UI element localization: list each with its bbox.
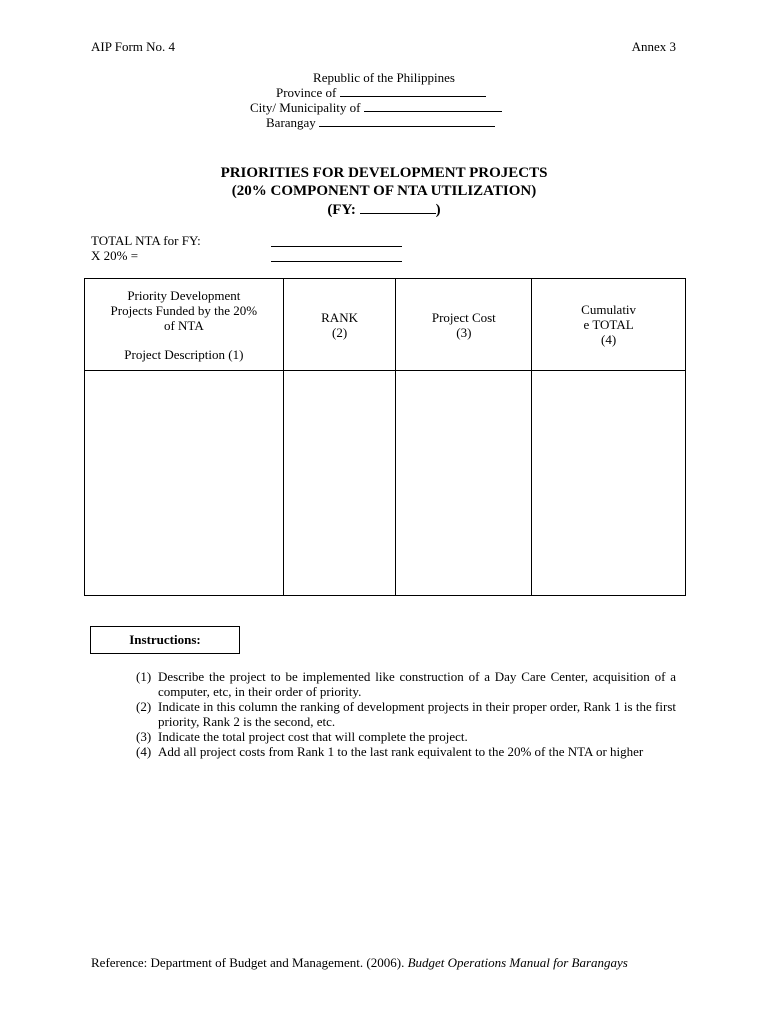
- cell-rank[interactable]: [283, 371, 396, 596]
- reference-line: [91, 955, 628, 970]
- province-line: [276, 85, 486, 100]
- cell-project-description[interactable]: [85, 371, 284, 596]
- total-nta-blank[interactable]: [271, 246, 402, 247]
- priorities-table: [84, 278, 686, 596]
- barangay-label: Barangay: [266, 115, 316, 130]
- annex-label: Annex 3: [631, 39, 676, 54]
- x20-label: X 20% =: [91, 248, 139, 263]
- fy-prefix: (FY:: [327, 202, 356, 218]
- barangay-blank[interactable]: [319, 115, 495, 127]
- list-item: (1) Describe the project to be implemented like construction of a Day Care Center, acquisition of a computer, etc, in their order of priority.: [136, 669, 676, 699]
- province-blank[interactable]: [340, 85, 486, 97]
- barangay-line: [266, 115, 495, 130]
- city-blank[interactable]: [364, 100, 502, 112]
- instructions-heading: Instructions:: [90, 626, 240, 654]
- republic-line: Republic of the Philippines: [313, 70, 455, 85]
- fy-suffix: ): [435, 202, 441, 218]
- total-nta-label: TOTAL NTA for FY:: [91, 233, 201, 248]
- reference-title: Budget Operations Manual for Barangays: [407, 955, 628, 970]
- fy-line: [0, 200, 768, 219]
- city-label: City/ Municipality of: [250, 100, 361, 115]
- fy-blank[interactable]: [360, 200, 436, 214]
- city-line: [250, 100, 502, 115]
- reference-prefix: Reference: Department of Budget and Management. (2006).: [91, 955, 405, 970]
- title-line-1: PRIORITIES FOR DEVELOPMENT PROJECTS: [220, 165, 548, 181]
- cell-project-cost[interactable]: [396, 371, 532, 596]
- col-header-project-description: Priority Development Projects Funded by the 20% of NTA Project Description (1): [85, 279, 284, 371]
- instructions-list: [136, 669, 676, 759]
- province-label: Province of: [276, 85, 337, 100]
- table-row: [85, 371, 686, 596]
- x20-blank[interactable]: [271, 261, 402, 262]
- form-number: AIP Form No. 4: [91, 39, 176, 54]
- cell-cumulative-total[interactable]: [532, 371, 686, 596]
- table-header-row: [85, 279, 686, 371]
- list-item: (2) Indicate in this column the ranking of development projects in their proper order, Rank 1 is the first priority, Rank 2 is the second, etc.: [136, 699, 676, 729]
- col-header-rank: RANK (2): [283, 279, 396, 371]
- col-header-project-cost: Project Cost (3): [396, 279, 532, 371]
- list-item: (3) Indicate the total project cost that will complete the project.: [136, 729, 468, 744]
- col-header-cumulative-total: Cumulativ e TOTAL (4): [532, 279, 686, 371]
- list-item: (4) Add all project costs from Rank 1 to the last rank equivalent to the 20% of the NTA or higher: [136, 744, 644, 759]
- title-line-2: (20% COMPONENT OF NTA UTILIZATION): [231, 183, 537, 199]
